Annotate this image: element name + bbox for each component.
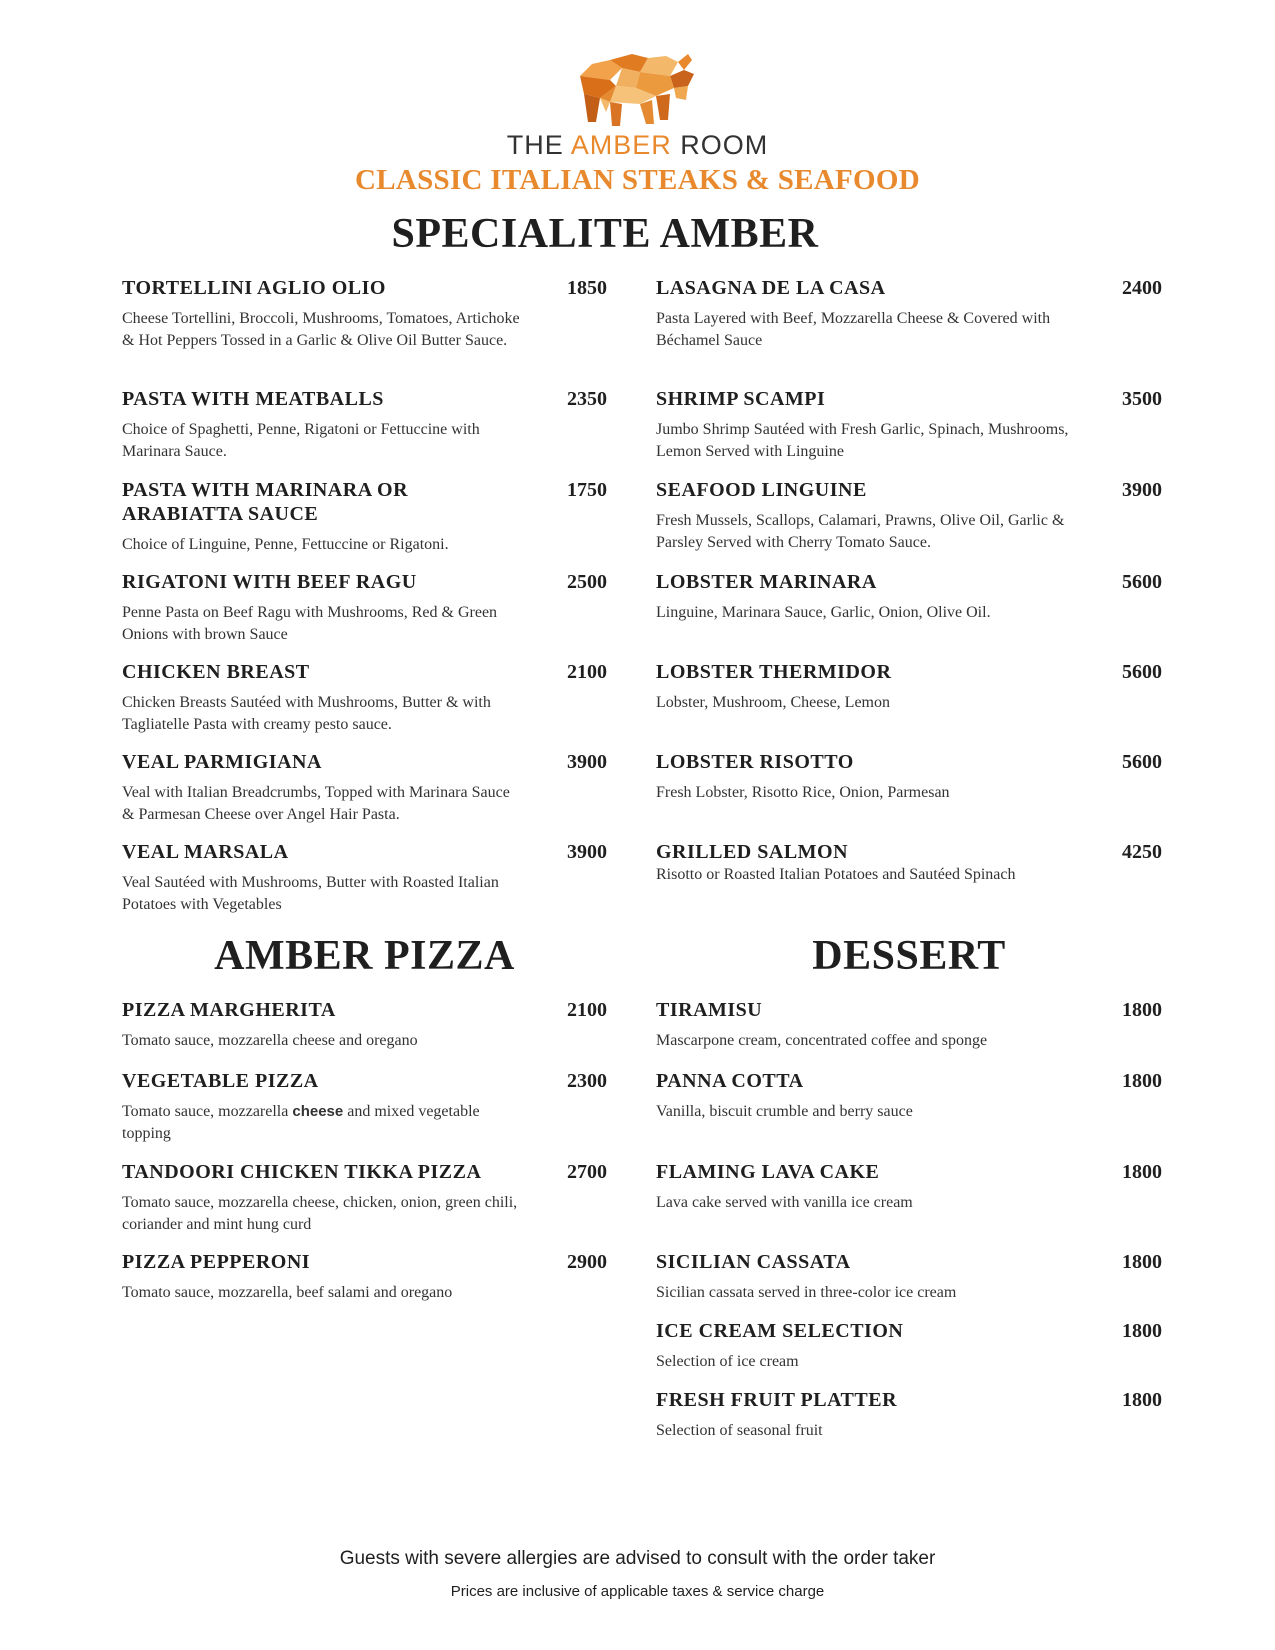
item-price: 1800 — [1122, 999, 1162, 1021]
menu-item: PANNA COTTA 1800 Vanilla, biscuit crumble and berry sauce — [656, 1070, 1162, 1120]
bull-logo-icon — [570, 46, 700, 136]
menu-item: FLAMING LAVA CAKE 1800 Lava cake served with vanilla ice cream — [656, 1161, 1162, 1211]
price-notice: Prices are inclusive of applicable taxes & service charge — [450, 1583, 825, 1600]
menu-item: VEGETABLE PIZZA 2300 Tomato sauce, mozzarella cheese and mixed vegetable topping — [122, 1070, 607, 1142]
menu-item: PIZZA MARGHERITA 2100 Tomato sauce, mozzarella cheese and oregano — [122, 999, 607, 1049]
item-price: 1800 — [1122, 1161, 1162, 1183]
item-price: 4250 — [1122, 841, 1162, 863]
menu-item: VEAL PARMIGIANA 3900 Veal with Italian Breadcrumbs, Topped with Marinara Sauce & Parmesan Cheese over Angel Hair Pasta. — [122, 751, 607, 823]
menu-item: LOBSTER THERMIDOR 5600 Lobster, Mushroom, Cheese, Lemon — [656, 661, 1162, 711]
menu-item: TORTELLINI AGLIO OLIO 1850 Cheese Tortellini, Broccoli, Mushrooms, Tomatoes, Artichoke & Hot Peppers Tossed in a Garlic & Olive Oil Butter Sauce. — [122, 277, 607, 349]
item-price: 2100 — [567, 999, 607, 1021]
item-price: 2700 — [567, 1161, 607, 1183]
section-title-specialite: SPECIALITE AMBER — [391, 211, 819, 257]
menu-item: LOBSTER MARINARA 5600 Linguine, Marinara Sauce, Garlic, Onion, Olive Oil. — [656, 571, 1162, 621]
item-price: 2900 — [567, 1251, 607, 1273]
item-price: 1800 — [1122, 1251, 1162, 1273]
allergy-notice: Guests with severe allergies are advised to consult with the order taker — [339, 1548, 936, 1569]
item-price: 5600 — [1122, 571, 1162, 593]
menu-item: SICILIAN CASSATA 1800 Sicilian cassata served in three-color ice cream — [656, 1251, 1162, 1301]
item-price: 5600 — [1122, 661, 1162, 683]
item-price: 1800 — [1122, 1389, 1162, 1411]
item-price: 1800 — [1122, 1070, 1162, 1092]
item-price: 1850 — [567, 277, 607, 299]
menu-item: VEAL MARSALA 3900 Veal Sautéed with Mushrooms, Butter with Roasted Italian Potatoes with Vegetables — [122, 841, 607, 913]
item-price: 3500 — [1122, 388, 1162, 410]
item-price: 1800 — [1122, 1320, 1162, 1342]
menu-item: LASAGNA DE LA CASA 2400 Pasta Layered with Beef, Mozzarella Cheese & Covered with Béchamel Sauce — [656, 277, 1162, 349]
menu-item: FRESH FRUIT PLATTER 1800 Selection of seasonal fruit — [656, 1389, 1162, 1439]
menu-item: TIRAMISU 1800 Mascarpone cream, concentrated coffee and sponge — [656, 999, 1162, 1049]
menu-item: LOBSTER RISOTTO 5600 Fresh Lobster, Risotto Rice, Onion, Parmesan — [656, 751, 1162, 801]
section-title-dessert: DESSERT — [812, 933, 1006, 979]
item-price: 5600 — [1122, 751, 1162, 773]
item-price: 2350 — [567, 388, 607, 410]
menu-item: PIZZA PEPPERONI 2900 Tomato sauce, mozzarella, beef salami and oregano — [122, 1251, 607, 1301]
menu-item: SEAFOOD LINGUINE 3900 Fresh Mussels, Scallops, Calamari, Prawns, Olive Oil, Garlic & Parsley Served with Cherry Tomato Sauce. — [656, 479, 1162, 551]
item-price: 2500 — [567, 571, 607, 593]
menu-item: PASTA WITH MEATBALLS 2350 Choice of Spaghetti, Penne, Rigatoni or Fettuccine with Marinara Sauce. — [122, 388, 607, 460]
menu-item: GRILLED SALMON 4250 Risotto or Roasted Italian Potatoes and Sautéed Spinach — [656, 841, 1162, 883]
item-price: 1750 — [567, 479, 607, 501]
item-price: 3900 — [567, 841, 607, 863]
menu-item: ICE CREAM SELECTION 1800 Selection of ice cream — [656, 1320, 1162, 1370]
menu-item: SHRIMP SCAMPI 3500 Jumbo Shrimp Sautéed with Fresh Garlic, Spinach, Mushrooms, Lemon Served with Linguine — [656, 388, 1162, 460]
item-price: 2300 — [567, 1070, 607, 1092]
item-price: 2400 — [1122, 277, 1162, 299]
menu-item: PASTA WITH MARINARA OR ARABIATTA SAUCE 1750 Choice of Linguine, Penne, Fettuccine or Rigatoni. — [122, 479, 607, 553]
menu-item: CHICKEN BREAST 2100 Chicken Breasts Sautéed with Mushrooms, Butter & with Tagliatelle Pasta with creamy pesto sauce. — [122, 661, 607, 733]
brand-name: THE AMBER ROOM — [506, 130, 769, 160]
item-price: 3900 — [1122, 479, 1162, 501]
item-price: 3900 — [567, 751, 607, 773]
tagline: CLASSIC ITALIAN STEAKS & SEAFOOD — [354, 164, 921, 196]
item-price: 2100 — [567, 661, 607, 683]
section-title-pizza: AMBER PIZZA — [214, 933, 515, 979]
menu-item: TANDOORI CHICKEN TIKKA PIZZA 2700 Tomato sauce, mozzarella cheese, chicken, onion, green chili, coriander and mint hung curd — [122, 1161, 607, 1233]
menu-item: RIGATONI WITH BEEF RAGU 2500 Penne Pasta on Beef Ragu with Mushrooms, Red & Green Onions with brown Sauce — [122, 571, 607, 643]
